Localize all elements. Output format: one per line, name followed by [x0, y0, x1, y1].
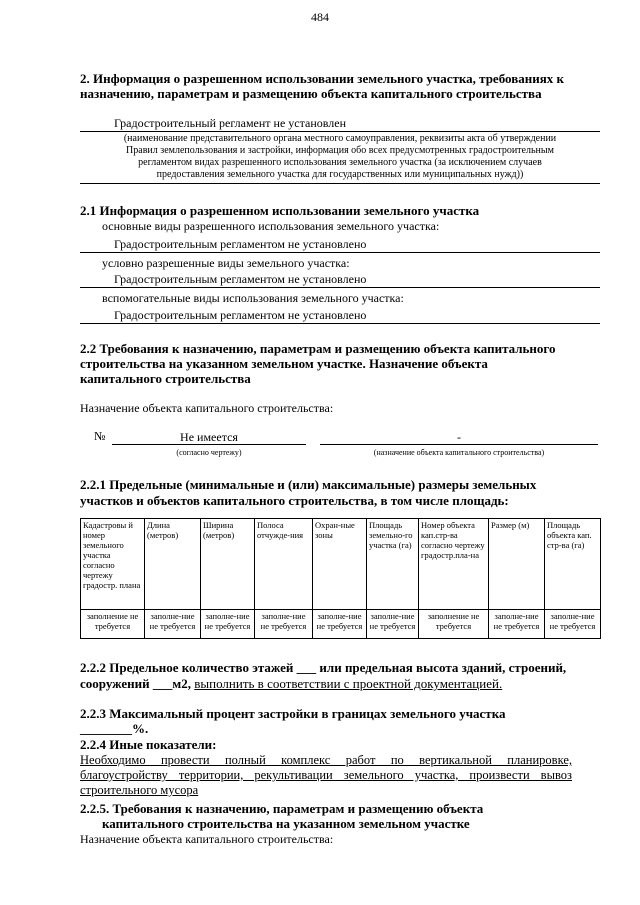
- table-cell: заполне-ние не требуется: [489, 610, 545, 639]
- section-2-title-line-1: 2. Информация о разрешенном использовании земельного участка, требованиях к: [80, 71, 564, 86]
- reglament-caption: (наименование представительного органа местного самоуправления, реквизиты акта об утверждении Правил землепользования и застройки, информация обо всех предусмотренных градостроительным регламентом видах разрешенного использования земельного участка (за исключением случаев предоставления земельного участка для государственных или муниципальных нужд)): [123, 133, 557, 180]
- other-indicators-line-1: Необходимо провести полный комплекс работ по вертикальной планировке,: [80, 753, 572, 767]
- page-number: 484: [311, 10, 329, 24]
- main-uses-label: основные виды разрешенного использования земельного участка:: [102, 219, 440, 233]
- table-header-row: [81, 519, 601, 610]
- header-exclusion-strip: Полоса отчужде-ния: [255, 519, 313, 610]
- section-2-1-title: 2.1 Информация о разрешенном использовании земельного участка: [80, 203, 480, 218]
- object-number-caption: (согласно чертежу): [176, 448, 242, 457]
- section-2-2-title-line-1: 2.2 Требования к назначению, параметрам и размещению объекта капитального: [80, 341, 556, 356]
- object-purpose-caption: (назначение объекта капитального строительства): [373, 448, 545, 457]
- section-2-2-title-line-3: капитального строительства: [80, 371, 251, 386]
- conditional-uses-label: условно разрешенные виды земельного участка:: [102, 256, 350, 270]
- header-length: Длина (метров): [145, 519, 201, 610]
- conditional-uses-underline: [80, 287, 600, 288]
- section-2-2-3-line-1: 2.2.3 Максимальный процент застройки в границах земельного участка: [80, 706, 506, 721]
- floors-height-note: выполнить в соответствии с проектной документацией.: [194, 676, 503, 691]
- header-protection-zones: Охран-ные зоны: [313, 519, 367, 610]
- header-object-area: Площадь объекта кап. стр-ва (га): [545, 519, 601, 610]
- caption-underline: [80, 183, 600, 184]
- table-cell: заполнение не требуется: [81, 610, 145, 639]
- section-2-2-5-purpose-label: Назначение объекта капитального строительства:: [80, 832, 334, 846]
- section-2-2-1-title-line-2: участков и объектов капитального строительства, в том числе площадь:: [80, 493, 509, 508]
- table-cell: заполне-ние не требуется: [201, 610, 255, 639]
- table-cell: заполнение не требуется: [419, 610, 489, 639]
- header-cadastral-number: Кадастровы й номер земельного участка согласно чертежу градостр. плана: [81, 519, 145, 610]
- table-cell: заполне-ние не требуется: [255, 610, 313, 639]
- section-2-2-5-title-line-1: 2.2.5. Требования к назначению, параметрам и размещению объекта: [80, 801, 484, 816]
- section-2-2-5-title-line-2: капитального строительства на указанном земельном участке: [102, 816, 470, 831]
- object-purpose-underline: [320, 444, 598, 445]
- main-uses-value: Градостроительным регламентом не установлено: [114, 237, 367, 251]
- reglament-value: Градостроительный регламент не установлен: [114, 116, 346, 130]
- reglament-underline: [80, 131, 600, 132]
- header-object-number: Номер объекта кап.стр-ва согласно чертежу градостр.пла-на: [419, 519, 489, 610]
- section-2-2-2-line-2: [80, 676, 502, 691]
- header-land-area: Площадь земельно-го участка (га): [367, 519, 419, 610]
- other-indicators-line-3: строительного мусора: [80, 783, 199, 797]
- section-2-2-title-line-2: строительства на указанном земельном участке. Назначение объекта: [80, 356, 488, 371]
- purpose-label: Назначение объекта капитального строительства:: [80, 401, 334, 415]
- table-cell: заполне-ние не требуется: [545, 610, 601, 639]
- parameters-table: [80, 518, 601, 639]
- main-uses-underline: [80, 252, 600, 253]
- object-number-underline: [112, 444, 306, 445]
- table-cell: заполне-ние не требуется: [313, 610, 367, 639]
- auxiliary-uses-label: вспомогательные виды использования земельного участка:: [102, 291, 404, 305]
- auxiliary-uses-underline: [80, 323, 600, 324]
- section-2-2-2-line-1: 2.2.2 Предельное количество этажей ___ или предельная высота зданий, строений,: [80, 660, 567, 675]
- floors-height-label: сооружений ___м2,: [80, 676, 192, 691]
- table-cell: заполне-ние не требуется: [367, 610, 419, 639]
- section-2-title-line-2: назначению, параметрам и размещению объекта капитального строительства: [80, 86, 542, 101]
- number-sign: №: [94, 429, 106, 443]
- table-cell: заполне-ние не требуется: [145, 610, 201, 639]
- header-width: Ширина (метров): [201, 519, 255, 610]
- auxiliary-uses-value: Градостроительным регламентом не установлено: [114, 308, 367, 322]
- section-2-2-4-title: 2.2.4 Иные показатели:: [80, 737, 217, 752]
- object-number-value: Не имеется: [180, 430, 238, 444]
- section-2-2-1-title-line-1: 2.2.1 Предельные (минимальные и (или) максимальные) размеры земельных: [80, 477, 537, 492]
- section-2-2-3-line-2: ________%.: [80, 721, 149, 736]
- header-size: Размер (м): [489, 519, 545, 610]
- table-row: [81, 610, 601, 639]
- other-indicators-line-2: благоустройству территории, рекультивации земельного участка, произвести вывоз: [80, 768, 572, 782]
- conditional-uses-value: Градостроительным регламентом не установлено: [114, 272, 367, 286]
- object-purpose-value: -: [457, 430, 461, 444]
